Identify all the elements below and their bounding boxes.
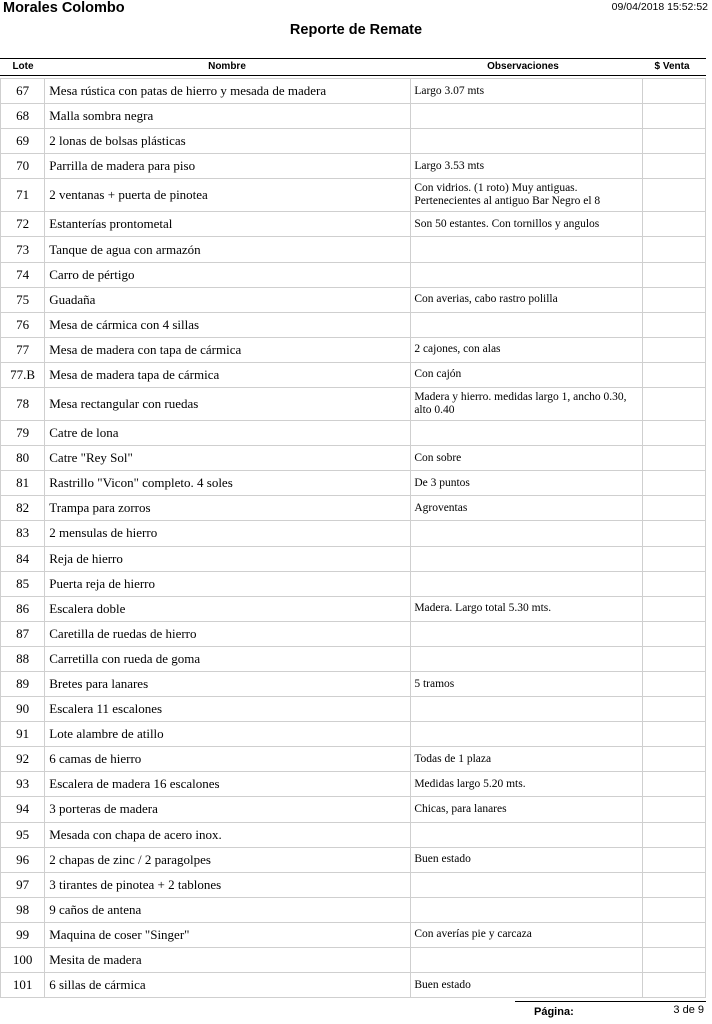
- table-row: [1, 287, 706, 312]
- table-row: [1, 179, 706, 212]
- observaciones-cell: Con sobre: [411, 446, 642, 471]
- lote-cell: 81: [1, 471, 45, 496]
- lots-table-body: [1, 79, 706, 998]
- nombre-cell: 2 chapas de zinc / 2 paragolpes: [45, 847, 411, 872]
- observaciones-cell: [411, 571, 642, 596]
- nombre-cell: Puerta reja de hierro: [45, 571, 411, 596]
- company-name: Morales Colombo: [3, 0, 125, 16]
- table-row: [1, 129, 706, 154]
- nombre-cell: 6 sillas de cármica: [45, 973, 411, 998]
- nombre-cell: 3 porteras de madera: [45, 797, 411, 822]
- observaciones-cell: [411, 697, 642, 722]
- venta-cell: [642, 697, 705, 722]
- observaciones-cell: Agroventas: [411, 496, 642, 521]
- table-row: [1, 872, 706, 897]
- observaciones-cell: [411, 646, 642, 671]
- venta-cell: [642, 546, 705, 571]
- venta-cell: [642, 847, 705, 872]
- table-row: [1, 496, 706, 521]
- lote-cell: 98: [1, 897, 45, 922]
- page-number: 3 de 9: [673, 1004, 704, 1016]
- lote-cell: 69: [1, 129, 45, 154]
- lote-cell: 70: [1, 154, 45, 179]
- observaciones-cell: [411, 262, 642, 287]
- nombre-cell: Caretilla de ruedas de hierro: [45, 621, 411, 646]
- nombre-cell: Escalera de madera 16 escalones: [45, 772, 411, 797]
- nombre-cell: Mesita de madera: [45, 948, 411, 973]
- lote-cell: 84: [1, 546, 45, 571]
- footer-rule: [515, 1001, 706, 1002]
- venta-cell: [642, 621, 705, 646]
- table-row: [1, 546, 706, 571]
- lote-cell: 88: [1, 646, 45, 671]
- nombre-cell: Mesa de madera con tapa de cármica: [45, 337, 411, 362]
- observaciones-cell: Con cajón: [411, 362, 642, 387]
- table-row: [1, 697, 706, 722]
- table-row: [1, 722, 706, 747]
- lote-cell: 78: [1, 388, 45, 421]
- observaciones-cell: Con vidrios. (1 roto) Muy antiguas. Pertenecientes al antiguo Bar Negro el 8: [411, 179, 642, 212]
- table-row: [1, 421, 706, 446]
- nombre-cell: Bretes para lanares: [45, 671, 411, 696]
- report-datetime: 09/04/2018 15:52:52: [611, 1, 708, 13]
- table-row: [1, 596, 706, 621]
- observaciones-cell: [411, 948, 642, 973]
- venta-cell: [642, 287, 705, 312]
- lote-cell: 73: [1, 237, 45, 262]
- venta-cell: [642, 312, 705, 337]
- lote-cell: 77: [1, 337, 45, 362]
- lote-cell: 77.B: [1, 362, 45, 387]
- venta-cell: [642, 897, 705, 922]
- lote-cell: 96: [1, 847, 45, 872]
- nombre-cell: Tanque de agua con armazón: [45, 237, 411, 262]
- nombre-cell: 6 camas de hierro: [45, 747, 411, 772]
- table-row: [1, 847, 706, 872]
- observaciones-cell: [411, 421, 642, 446]
- observaciones-cell: Chicas, para lanares: [411, 797, 642, 822]
- column-header-lote: Lote: [12, 61, 34, 72]
- venta-cell: [642, 212, 705, 237]
- header-rule-bottom: [0, 75, 706, 76]
- table-row: [1, 646, 706, 671]
- observaciones-cell: [411, 546, 642, 571]
- table-row: [1, 973, 706, 998]
- table-row: [1, 312, 706, 337]
- nombre-cell: Mesa rectangular con ruedas: [45, 388, 411, 421]
- nombre-cell: 2 mensulas de hierro: [45, 521, 411, 546]
- venta-cell: [642, 596, 705, 621]
- lote-cell: 94: [1, 797, 45, 822]
- column-header-nombre: Nombre: [208, 61, 246, 72]
- observaciones-cell: De 3 puntos: [411, 471, 642, 496]
- nombre-cell: Carretilla con rueda de goma: [45, 646, 411, 671]
- venta-cell: [642, 104, 705, 129]
- observaciones-cell: Largo 3.07 mts: [411, 79, 642, 104]
- page-label: Página:: [534, 1006, 574, 1018]
- lote-cell: 82: [1, 496, 45, 521]
- lote-cell: 83: [1, 521, 45, 546]
- venta-cell: [642, 79, 705, 104]
- lote-cell: 86: [1, 596, 45, 621]
- nombre-cell: Escalera 11 escalones: [45, 697, 411, 722]
- venta-cell: [642, 129, 705, 154]
- observaciones-cell: [411, 872, 642, 897]
- observaciones-cell: Buen estado: [411, 847, 642, 872]
- table-row: [1, 772, 706, 797]
- lote-cell: 90: [1, 697, 45, 722]
- venta-cell: [642, 772, 705, 797]
- venta-cell: [642, 179, 705, 212]
- table-row: [1, 621, 706, 646]
- venta-cell: [642, 496, 705, 521]
- table-row: [1, 521, 706, 546]
- lote-cell: 80: [1, 446, 45, 471]
- table-row: [1, 797, 706, 822]
- venta-cell: [642, 973, 705, 998]
- lote-cell: 91: [1, 722, 45, 747]
- venta-cell: [642, 671, 705, 696]
- table-row: [1, 362, 706, 387]
- table-row: [1, 104, 706, 129]
- lote-cell: 67: [1, 79, 45, 104]
- header-rule-top: [0, 58, 706, 59]
- nombre-cell: 2 ventanas + puerta de pinotea: [45, 179, 411, 212]
- lote-cell: 87: [1, 621, 45, 646]
- observaciones-cell: Todas de 1 plaza: [411, 747, 642, 772]
- lote-cell: 75: [1, 287, 45, 312]
- table-row: [1, 212, 706, 237]
- table-row: [1, 79, 706, 104]
- observaciones-cell: [411, 104, 642, 129]
- lote-cell: 85: [1, 571, 45, 596]
- lote-cell: 92: [1, 747, 45, 772]
- table-row: [1, 571, 706, 596]
- observaciones-cell: Con averias, cabo rastro polilla: [411, 287, 642, 312]
- nombre-cell: Lote alambre de atillo: [45, 722, 411, 747]
- nombre-cell: Rastrillo "Vicon" completo. 4 soles: [45, 471, 411, 496]
- observaciones-cell: 5 tramos: [411, 671, 642, 696]
- lote-cell: 76: [1, 312, 45, 337]
- lots-table: [0, 78, 706, 998]
- venta-cell: [642, 747, 705, 772]
- observaciones-cell: [411, 521, 642, 546]
- observaciones-cell: Con averías pie y carcaza: [411, 922, 642, 947]
- table-row: [1, 237, 706, 262]
- observaciones-cell: [411, 822, 642, 847]
- lote-cell: 74: [1, 262, 45, 287]
- table-row: [1, 388, 706, 421]
- column-header-venta: $ Venta: [654, 61, 690, 72]
- venta-cell: [642, 571, 705, 596]
- nombre-cell: Estanterías prontometal: [45, 212, 411, 237]
- table-row: [1, 897, 706, 922]
- nombre-cell: Trampa para zorros: [45, 496, 411, 521]
- nombre-cell: Mesada con chapa de acero inox.: [45, 822, 411, 847]
- table-row: [1, 948, 706, 973]
- observaciones-cell: [411, 621, 642, 646]
- venta-cell: [642, 521, 705, 546]
- nombre-cell: Malla sombra negra: [45, 104, 411, 129]
- observaciones-cell: [411, 129, 642, 154]
- table-row: [1, 337, 706, 362]
- venta-cell: [642, 797, 705, 822]
- nombre-cell: 3 tirantes de pinotea + 2 tablones: [45, 872, 411, 897]
- lote-cell: 89: [1, 671, 45, 696]
- table-row: [1, 822, 706, 847]
- nombre-cell: Catre "Rey Sol": [45, 446, 411, 471]
- venta-cell: [642, 722, 705, 747]
- venta-cell: [642, 337, 705, 362]
- venta-cell: [642, 922, 705, 947]
- venta-cell: [642, 471, 705, 496]
- nombre-cell: Escalera doble: [45, 596, 411, 621]
- venta-cell: [642, 872, 705, 897]
- observaciones-cell: Largo 3.53 mts: [411, 154, 642, 179]
- lote-cell: 72: [1, 212, 45, 237]
- nombre-cell: Mesa rústica con patas de hierro y mesada de madera: [45, 79, 411, 104]
- nombre-cell: Mesa de cármica con 4 sillas: [45, 312, 411, 337]
- lote-cell: 100: [1, 948, 45, 973]
- lote-cell: 99: [1, 922, 45, 947]
- observaciones-cell: [411, 722, 642, 747]
- nombre-cell: Maquina de coser "Singer": [45, 922, 411, 947]
- observaciones-cell: [411, 237, 642, 262]
- lote-cell: 97: [1, 872, 45, 897]
- nombre-cell: 2 lonas de bolsas plásticas: [45, 129, 411, 154]
- observaciones-cell: Madera. Largo total 5.30 mts.: [411, 596, 642, 621]
- venta-cell: [642, 237, 705, 262]
- observaciones-cell: [411, 312, 642, 337]
- venta-cell: [642, 362, 705, 387]
- lote-cell: 71: [1, 179, 45, 212]
- table-row: [1, 747, 706, 772]
- lote-cell: 93: [1, 772, 45, 797]
- nombre-cell: Guadaña: [45, 287, 411, 312]
- nombre-cell: Mesa de madera tapa de cármica: [45, 362, 411, 387]
- venta-cell: [642, 822, 705, 847]
- lote-cell: 101: [1, 973, 45, 998]
- nombre-cell: 9 caños de antena: [45, 897, 411, 922]
- observaciones-cell: Buen estado: [411, 973, 642, 998]
- venta-cell: [642, 154, 705, 179]
- table-row: [1, 671, 706, 696]
- lote-cell: 79: [1, 421, 45, 446]
- table-row: [1, 446, 706, 471]
- venta-cell: [642, 646, 705, 671]
- lote-cell: 95: [1, 822, 45, 847]
- column-header-observaciones: Observaciones: [487, 61, 559, 72]
- report-title: Reporte de Remate: [289, 22, 423, 38]
- table-row: [1, 154, 706, 179]
- nombre-cell: Carro de pértigo: [45, 262, 411, 287]
- observaciones-cell: Medidas largo 5.20 mts.: [411, 772, 642, 797]
- venta-cell: [642, 446, 705, 471]
- observaciones-cell: Son 50 estantes. Con tornillos y angulos: [411, 212, 642, 237]
- table-row: [1, 922, 706, 947]
- venta-cell: [642, 262, 705, 287]
- nombre-cell: Parrilla de madera para piso: [45, 154, 411, 179]
- observaciones-cell: 2 cajones, con alas: [411, 337, 642, 362]
- venta-cell: [642, 948, 705, 973]
- nombre-cell: Catre de lona: [45, 421, 411, 446]
- observaciones-cell: Madera y hierro. medidas largo 1, ancho 0.30, alto 0.40: [411, 388, 642, 421]
- lote-cell: 68: [1, 104, 45, 129]
- table-row: [1, 471, 706, 496]
- observaciones-cell: [411, 897, 642, 922]
- nombre-cell: Reja de hierro: [45, 546, 411, 571]
- venta-cell: [642, 388, 705, 421]
- table-row: [1, 262, 706, 287]
- venta-cell: [642, 421, 705, 446]
